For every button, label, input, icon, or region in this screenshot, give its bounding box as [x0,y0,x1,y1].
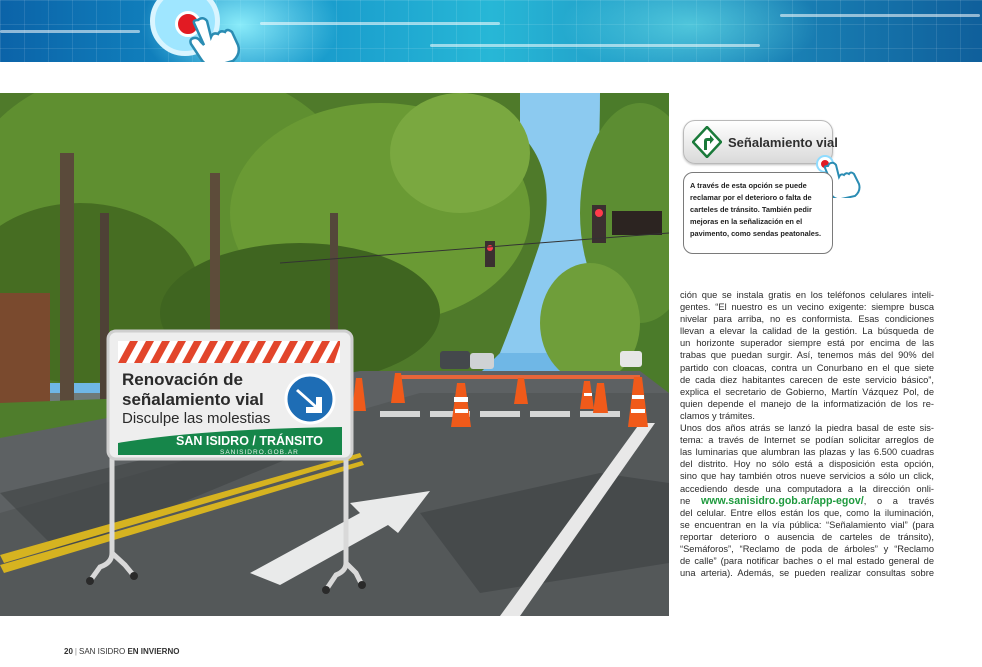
article-line: explica el secretario de Gobierno, Martín Vázquez Pol, de [680,386,934,397]
header-banner [0,0,982,62]
description-line: A través de esta opción se puede [690,181,807,190]
sign-url-text: SANISIDRO.GOB.AR [220,449,299,456]
article-line: las luminarias que alumbran las plazas y las 6.500 cuadras [680,447,934,458]
sign-text-line1: Renovación de [122,370,243,389]
article-line: sino que hay también otros nueve servicios a sólo un click, [680,471,934,482]
article-line: “Semáforos”, “Reclamo de poda de árboles” y “Reclamo [680,543,934,554]
sign-footer-text: SAN ISIDRO / TRÁNSITO [176,434,324,448]
article-line: una arteria). Además, se pueden realizar consultas sobre [680,568,934,579]
article-line: ción que se instala gratis en los teléfonos celulares inteli- [680,290,934,300]
description-line: pavimento, como sendas peatonales. [690,229,822,238]
link-suffix: , o a través [863,495,934,506]
section-name: EN INVIERNO [127,647,180,656]
feature-description-box [683,172,833,254]
road-sign-icon [692,126,722,158]
link-prefix: ne [680,495,702,506]
feature-pill [683,120,838,164]
sign-text-line3: Disculpe las molestias [122,410,271,427]
article-line: accediendo desde una computadora a la dirección onli- [680,483,934,494]
article-line: trabas que puedan surgir. Así, tenemos más del 90% del [680,350,934,361]
article-line: reportar deterioro o ausencia de carteles de tránsito), [680,531,934,542]
article-line: Unos dos años atrás se lanzó la piedra basal de este sis- [680,423,934,434]
publication-name: SAN ISIDRO [78,647,126,656]
article-body [680,289,934,579]
article-line: un horizonte superador siempre está por encima de las [680,338,934,349]
article-line: de calle” (para notificar baches o el mal estado general de [680,556,934,567]
website-link[interactable]: www.sanisidro.gob.ar/app-egov/ [701,494,864,507]
article-line: llevan a elevar la calidad de la gestión. La búsqueda de [680,326,934,337]
article-line: del distrito. Hoy no sólo está a disposición esta opción, [680,459,934,470]
sign-text-line2: señalamiento vial [122,390,264,409]
page-number: 20 [64,647,73,656]
article-line: clamos y trámites. [680,410,755,421]
article-line: partido con cloacas, contra un Conurbano en el que siete [680,362,934,373]
page-footer [64,647,179,656]
footer-separator: | [74,647,77,656]
description-line: mejoras en la señalización en el [690,217,803,226]
description-line: reclamar por el deterioro o falta de [690,193,812,202]
article-line: tema: a través de Internet se podían solicitar arreglos de [680,435,934,446]
description-line: carteles de tránsito. También pedir [690,205,812,214]
article-line: gentes. “El nuestro es un vecino exigente: siempre busca [680,302,934,313]
article-link-line [680,495,934,507]
feature-title: Señalamiento vial [728,135,838,150]
street-photo [0,93,669,616]
article-line: del celular. Entre ellos están los que, como la iluminación, [680,507,934,518]
pointer-hand-icon [188,14,248,62]
article-line: se encuentran en la vía pública: “Señalamiento vial” (para [680,519,934,530]
article-line: quien depende el manejo de la informatización de los re- [680,398,934,409]
article-line: nivelar para arriba, no es conformista. Esas condiciones [680,314,934,325]
article-line: de cada diez habitantes carecen de este servicio básico”, [680,374,934,385]
